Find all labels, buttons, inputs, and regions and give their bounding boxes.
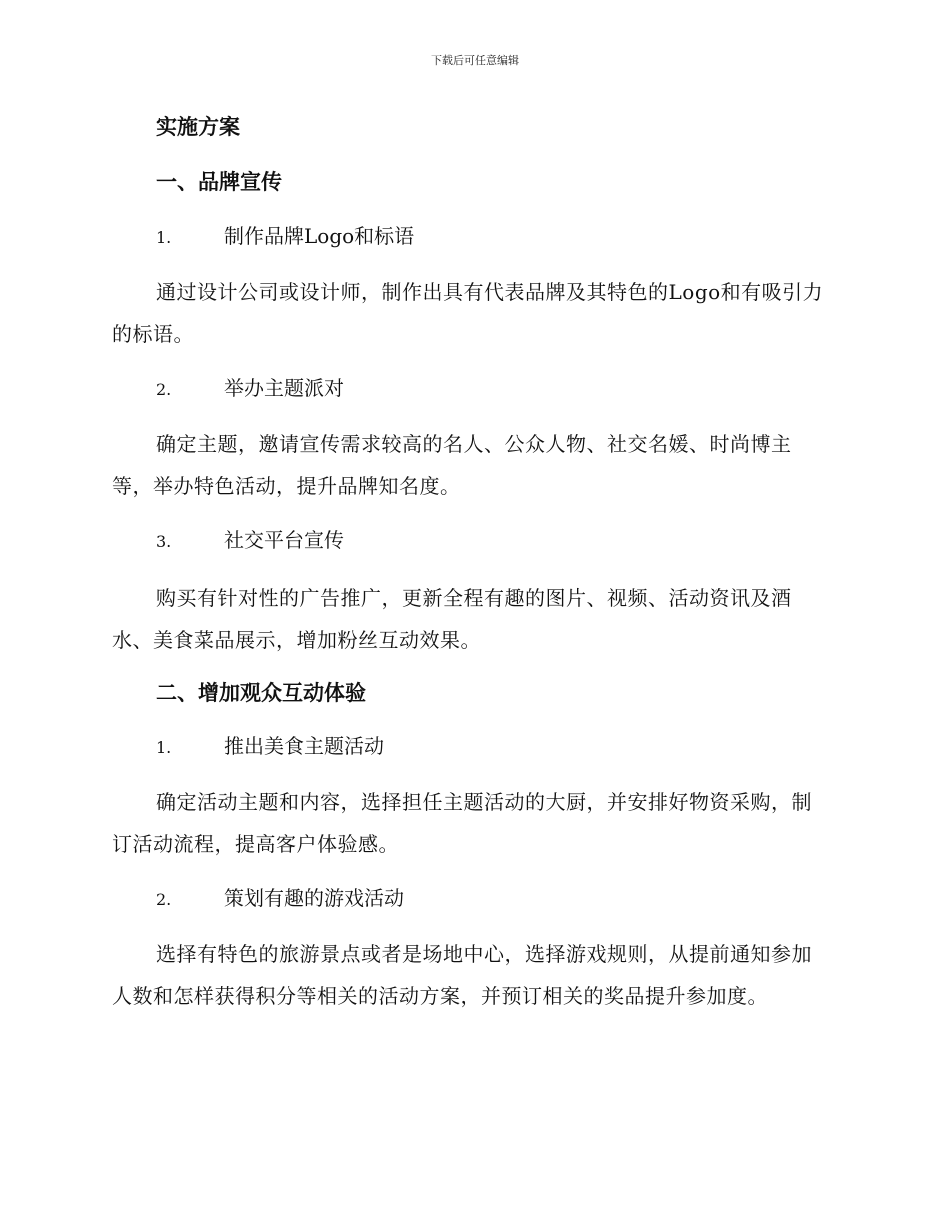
item-number: 2. [156,380,172,399]
paragraph: 购买有针对性的广告推广，更新全程有趣的图片、视频、活动资讯及酒水、美食菜品展示，增加粉丝互动效果。 [112,586,792,652]
page-header: 下载后可任意编辑 [431,54,519,67]
section-heading: 二、增加观众互动体验 [156,680,366,705]
paragraph: 选择有特色的旅游景点或者是场地中心，选择游戏规则，从提前通知参加人数和怎样获得积分等相关的活动方案，并预订相关的奖品提升参加度。 [112,942,812,1008]
list-item-heading [156,525,344,557]
item-number: 1. [156,228,172,247]
item-title: 制作品牌Logo和标语 [224,224,415,248]
item-title: 推出美食主题活动 [224,734,384,758]
item-title: 社交平台宣传 [224,528,344,552]
item-number: 2. [156,890,172,909]
item-number: 3. [156,532,172,551]
document-title: 实施方案 [156,114,240,139]
item-title: 举办主题派对 [224,376,344,400]
list-item-heading [156,221,414,253]
list-item-heading [156,373,344,405]
paragraph: 通过设计公司或设计师，制作出具有代表品牌及其特色的Logo和有吸引力的标语。 [112,280,824,346]
item-number: 1. [156,738,172,757]
section-heading: 一、品牌宣传 [156,169,282,194]
paragraph: 确定主题，邀请宣传需求较高的名人、公众人物、社交名媛、时尚博主等，举办特色活动，提升品牌知名度。 [112,432,792,498]
paragraph: 确定活动主题和内容，选择担任主题活动的大厨，并安排好物资采购，制订活动流程，提高客户体验感。 [112,790,812,856]
list-item-heading [156,883,404,915]
list-item-heading [156,731,384,763]
item-title: 策划有趣的游戏活动 [224,886,404,910]
